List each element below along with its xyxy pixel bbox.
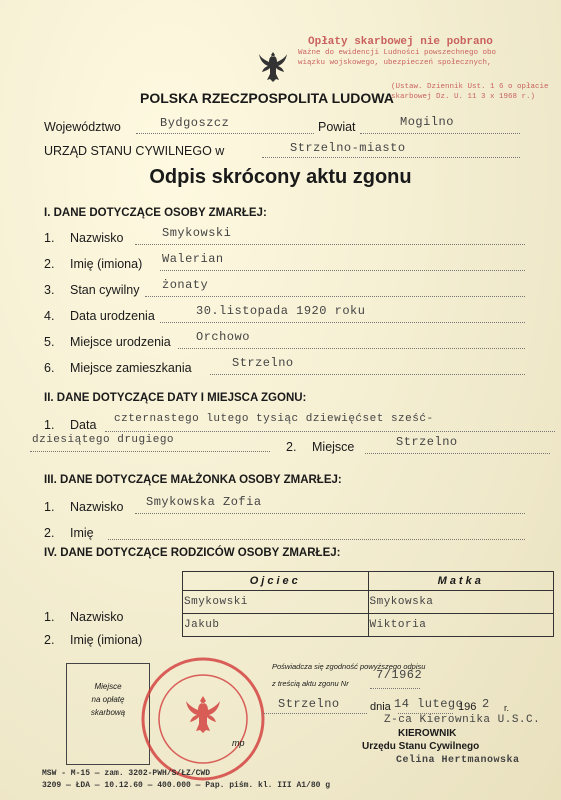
- deputy-signature-stamp: Z-ca Kierownika U.S.C.: [384, 714, 541, 726]
- fee-box-line: Miejsce: [94, 682, 122, 691]
- row-value: Orchowo: [196, 330, 250, 344]
- parents-name-number: 2.: [44, 633, 55, 647]
- mother-given-name: Wiktoria: [368, 614, 554, 637]
- certification-line: Poświadcza się zgodność powyższego odpisu: [272, 662, 426, 671]
- voivodeship-label: Województwo: [44, 120, 121, 134]
- section-1-heading: I. DANE DOTYCZĄCE OSOBY ZMARŁEJ:: [44, 207, 267, 219]
- district-label: Powiat: [318, 120, 356, 134]
- fee-box-line: na opłatę: [91, 695, 125, 704]
- row-value: Smykowski: [162, 226, 232, 240]
- row-label: Nazwisko: [70, 500, 124, 514]
- dotted-line: [135, 244, 525, 245]
- death-date-value-continued: dziesiątego drugiego: [32, 434, 175, 446]
- fee-stamp-line: (Ustaw. Dziennik Ust. 1 6 o opłacie: [391, 83, 549, 91]
- dotted-line: [135, 513, 525, 514]
- mother-surname: Smykowska: [368, 591, 554, 614]
- act-number-label: z treścią aktu zgonu Nr: [272, 679, 349, 688]
- certification-place: Strzelno: [278, 697, 340, 711]
- dotted-line: [136, 133, 314, 134]
- row-number: 2.: [44, 526, 55, 540]
- dotted-line: [145, 296, 525, 297]
- death-date-number: 1.: [44, 418, 55, 432]
- row-number: 5.: [44, 335, 55, 349]
- dotted-line: [178, 348, 525, 349]
- father-given-name: Jakub: [183, 614, 369, 637]
- office-value: Strzelno-miasto: [290, 141, 406, 155]
- father-column-header: Ojciec: [183, 572, 369, 591]
- row-number: 2.: [44, 257, 55, 271]
- dotted-line: [262, 157, 520, 158]
- dotted-line: [105, 431, 555, 432]
- row-value: Smykowska Zofia: [146, 495, 262, 509]
- row-value: żonaty: [162, 278, 209, 292]
- row-label: Miejsce urodzenia: [70, 335, 171, 349]
- row-label: Data urodzenia: [70, 309, 155, 323]
- day-label: dnia: [370, 701, 391, 713]
- row-number: 1.: [44, 231, 55, 245]
- dotted-line: [262, 713, 367, 714]
- signer-name-stamp: Celina Hertmanowska: [396, 755, 520, 766]
- section-3-heading: III. DANE DOTYCZĄCE MAŁŻONKA OSOBY ZMARŁEJ:: [44, 474, 342, 486]
- death-place-label: Miejsce: [312, 440, 355, 454]
- fee-box-line: skarbową: [90, 708, 126, 717]
- eagle-emblem-icon: [258, 50, 288, 82]
- year-suffix: r.: [504, 703, 510, 713]
- fee-stamp-line: wiązku wojskowego, ubezpieczeń społecznych,: [298, 59, 492, 67]
- document-title: Odpis skrócony aktu zgonu: [149, 166, 412, 188]
- country-heading: POLSKA RZECZPOSPOLITA LUDOWA: [140, 90, 394, 106]
- row-label: Imię: [70, 526, 94, 540]
- dotted-line: [160, 270, 525, 271]
- parents-name-label: Imię (imiona): [70, 633, 143, 647]
- act-number-value: 7/1962: [376, 668, 423, 682]
- fee-stamp-box: [66, 663, 150, 765]
- dotted-line: [30, 451, 270, 452]
- district-value: Mogilno: [400, 115, 454, 129]
- year-prefix: 196: [458, 701, 477, 713]
- row-label: Stan cywilny: [70, 283, 140, 297]
- death-date-value: czternastego lutego tysiąc dziewięćset sześć-: [114, 413, 434, 425]
- form-footer-line-2: 3209 — ŁDA — 10.12.60 — 400.000 — Pap. piśm. kl. III A1/80 g: [42, 781, 331, 790]
- row-value: Strzelno: [232, 356, 294, 370]
- death-date-label: Data: [70, 418, 97, 432]
- parents-table: [182, 571, 554, 637]
- fee-stamp-line: skarbowej Dz. U. 11 3 x 1968 r.): [391, 93, 536, 101]
- dotted-line: [160, 322, 525, 323]
- section-2-heading: II. DANE DOTYCZĄCE DATY I MIEJSCA ZGONU:: [44, 392, 307, 404]
- dotted-line: [108, 539, 525, 540]
- dotted-line: [365, 453, 550, 454]
- row-label: Nazwisko: [70, 231, 124, 245]
- row-label: Imię (imiona): [70, 257, 143, 271]
- row-label: Miejsce zamieszkania: [70, 361, 192, 375]
- row-number: 3.: [44, 283, 55, 297]
- fee-stamp-line: Ważne do ewidencji Ludności powszechnego obo: [298, 49, 497, 57]
- certification-day: 14 lutego: [394, 697, 464, 711]
- row-value: Walerian: [162, 252, 224, 266]
- signer-office: Urzędu Stanu Cywilnego: [362, 741, 480, 752]
- mp-label: mp: [232, 738, 245, 748]
- death-place-number: 2.: [286, 440, 297, 454]
- mother-column-header: Matka: [368, 572, 554, 591]
- voivodeship-value: Bydgoszcz: [160, 116, 230, 130]
- row-number: 6.: [44, 361, 55, 375]
- official-round-seal: [140, 656, 266, 782]
- year-digit: 2: [482, 697, 490, 711]
- row-number: 4.: [44, 309, 55, 323]
- dotted-line: [370, 688, 420, 689]
- parents-surname-label: Nazwisko: [70, 610, 124, 624]
- row-value: 30.listopada 1920 roku: [196, 304, 366, 318]
- section-4-heading: IV. DANE DOTYCZĄCE RODZICÓW OSOBY ZMARŁEJ:: [44, 547, 341, 559]
- signer-role: KIEROWNIK: [398, 728, 457, 739]
- dotted-line: [210, 374, 525, 375]
- row-number: 1.: [44, 500, 55, 514]
- fee-stamp-title: Opłaty skarbowej nie pobrano: [308, 36, 493, 48]
- father-surname: Smykowski: [183, 591, 369, 614]
- form-footer-line-1: MSW - M-15 — zam. 3202-PWH/S/ŁZ/CWD: [42, 769, 211, 778]
- dotted-line: [360, 133, 520, 134]
- parents-surname-number: 1.: [44, 610, 55, 624]
- death-place-value: Strzelno: [396, 435, 458, 449]
- office-label: URZĄD STANU CYWILNEGO w: [44, 144, 225, 158]
